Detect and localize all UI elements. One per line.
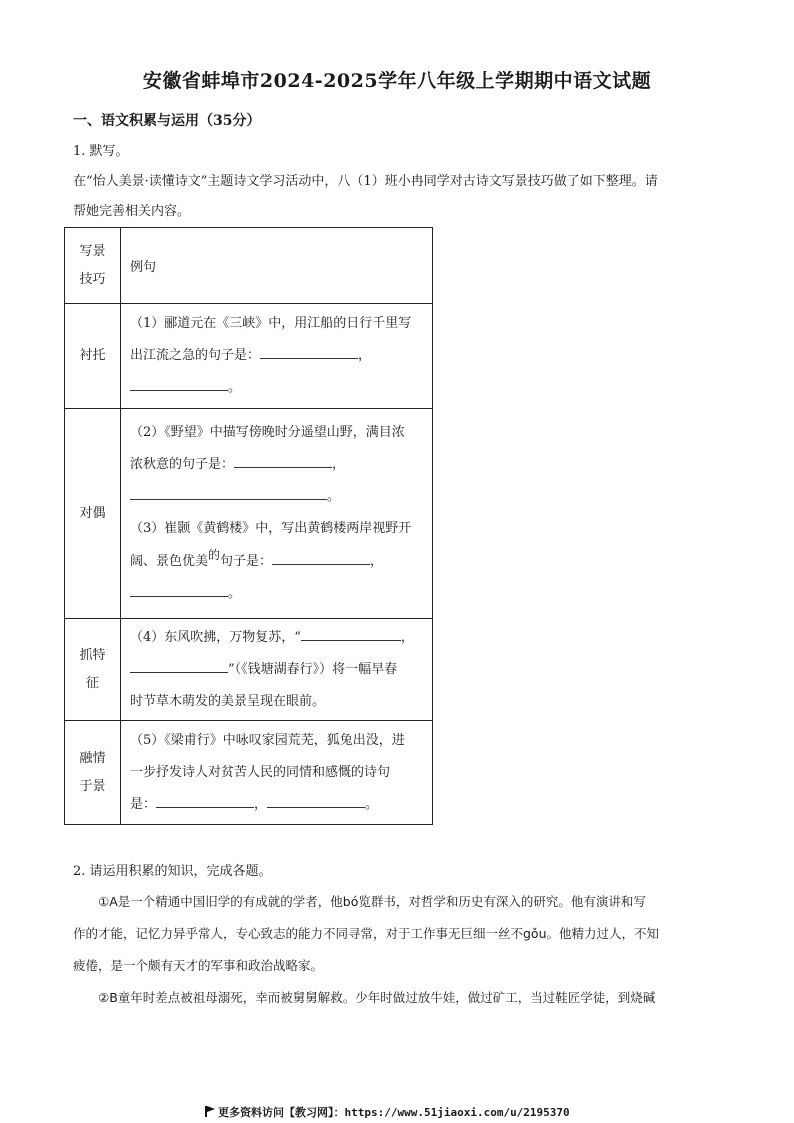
answer-blank[interactable] xyxy=(130,485,327,500)
example-line: 。 xyxy=(130,372,426,404)
answer-blank[interactable] xyxy=(130,582,228,597)
technique-line: 抓特 xyxy=(79,647,106,663)
answer-blank[interactable] xyxy=(301,626,401,641)
example-cell xyxy=(121,409,433,619)
answer-blank[interactable] xyxy=(130,658,228,673)
example-line: （2）《野望》中描写傍晚时分遥望山野，满目浓 xyxy=(130,425,405,440)
section-heading: 一、语文积累与运用（35分） xyxy=(73,113,261,129)
example-line: 阔、景色优美的句子是： ， xyxy=(130,548,384,569)
technique-line: 于景 xyxy=(79,778,106,794)
example-line: 时节草木萌发的美景呈现在眼前。 xyxy=(130,693,326,709)
example-line: ”（《钱塘湖春行》）将一幅早春 xyxy=(130,654,426,686)
example-line: 浓秋意的句子是： ， xyxy=(130,449,426,481)
example-line: （5）《梁甫行》中咏叹家园荒芜，狐兔出没，进 xyxy=(130,732,405,748)
answer-blank[interactable] xyxy=(267,793,365,808)
example-cell xyxy=(121,619,433,721)
question-1-intro-line-1: 在“怡人美景·读懂诗文”主题诗文学习活动中，八（1）班小冉同学对古诗文写景技巧做了如下整理。请 xyxy=(73,174,658,189)
technique-cell: 对偶 xyxy=(65,409,121,619)
question-1-intro-line-2: 帮她完善相关内容。 xyxy=(73,204,191,219)
example-line: 一步抒发诗人对贫苦人民的同情和感慨的诗句 xyxy=(130,764,391,780)
paragraph-2-line-1: ②B童年时差点被祖母溺死，幸而被舅舅解救。少年时做过放牛娃，做过矿工，当过鞋匠学徒，到烧碱 xyxy=(98,990,656,1005)
answer-blank[interactable] xyxy=(234,453,332,468)
technique-cell xyxy=(65,721,121,825)
footer-link[interactable] xyxy=(205,1104,570,1120)
example-line: 出江流之急的句子是： ， xyxy=(130,340,426,372)
writing-techniques-table xyxy=(64,227,433,825)
footer-text: 更多资料访问【教习网】：https://www.51jiaoxi.com/u/2195370 xyxy=(218,1106,570,1119)
paragraph-1-line-2: 作的才能，记忆力异乎常人，专心致志的能力不同寻常，对于工作事无巨细一丝不gǒu。他精力过人，不知 xyxy=(73,926,660,941)
example-cell xyxy=(121,304,433,409)
paragraph-1-line-1: ①A是一个精通中国旧学的有成就的学者，他bó览群书，对哲学和历史有深入的研究。他有演讲和写 xyxy=(98,894,646,909)
example-line: （1）郦道元在《三峡》中，用江船的日行千里写 xyxy=(130,316,412,331)
example-line: （4）东风吹拂，万物复苏，“ ， xyxy=(130,622,426,654)
header-technique-line: 技巧 xyxy=(79,271,106,287)
header-example-cell: 例句 xyxy=(121,228,433,304)
example-line: 。 xyxy=(130,578,426,610)
question-2-label: 2. 请运用积累的知识，完成各题。 xyxy=(73,864,272,879)
answer-blank[interactable] xyxy=(156,793,254,808)
technique-line: 征 xyxy=(85,675,99,691)
header-technique-cell xyxy=(65,228,121,304)
flag-icon xyxy=(205,1106,215,1117)
header-technique-line: 写景 xyxy=(79,243,106,259)
technique-cell: 衬托 xyxy=(65,304,121,409)
answer-blank[interactable] xyxy=(260,344,358,359)
question-1-label: 1. 默写。 xyxy=(73,144,129,159)
paragraph-1-line-3: 疲倦，是一个颇有天才的军事和政治战略家。 xyxy=(73,958,324,973)
answer-blank[interactable] xyxy=(272,550,370,565)
technique-cell xyxy=(65,619,121,721)
technique-line: 融情 xyxy=(79,750,106,766)
page-title: 安徽省蚌埠市2024-2025学年八年级上学期期中语文试题 xyxy=(142,70,652,92)
answer-blank[interactable] xyxy=(130,376,228,391)
example-line: （3）崔颢《黄鹤楼》中，写出黄鹤楼两岸视野开 xyxy=(130,521,412,536)
example-line: 是： ， 。 xyxy=(130,789,426,821)
example-line: 。 xyxy=(130,481,426,513)
example-cell xyxy=(121,721,433,825)
